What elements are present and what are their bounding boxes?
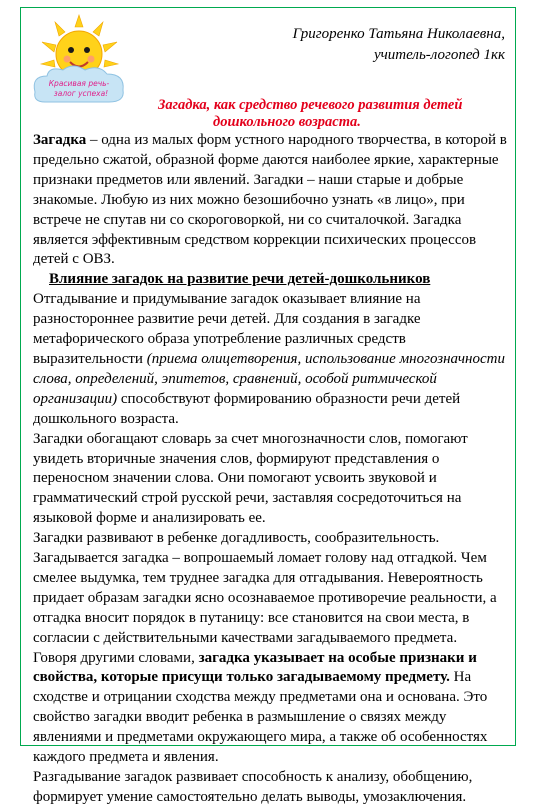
- paragraph-features: [33, 649, 508, 768]
- author-block: [293, 24, 505, 66]
- section-heading: Влияние загадок на развитие речи детей-дошкольников: [49, 271, 431, 288]
- paragraph-vocabulary: Загадки обогащают словарь за счет многозначности слов, помогают увидеть вторичные значения слов, формируют представления о переносном значении слова. Они помогают усвоить звуковой и грамматический строй русской речи, заставляя сосредоточиться на языковой форме и анализировать ее.: [33, 430, 468, 527]
- document-body: [33, 131, 508, 808]
- paragraph-wit: Загадки развивают в ребенке догадливость, сообразительность. Загадывается загадка – вопрошаемый ломает голову над отгадкой. Чем смелее выдумка, тем труднее загадка для отгадывания. Невероятность придает образам загадки ясно осознаваемое противоречие реальности, а отгадка вносит порядок в путаницу: все становится на свои места, в согласии с действительными качествами загадываемого предмета.: [33, 530, 497, 646]
- term-riddle: Загадка: [33, 132, 87, 148]
- features-text-bold: загадка указывает на особые признаки и свойства, которые присущи только загадываемому предмету.: [33, 649, 477, 686]
- influence-text-end: способствуют формированию образности речи детей дошкольного возраста.: [33, 390, 461, 427]
- title-line1: Загадка, как средство речевого развития детей: [158, 97, 463, 113]
- definition-text: – одна из малых форм устного народного творчества, в которой в предельно сжатой, образной форме даются наиболее яркие, характерные признаки предметов или явлений. Загадки – наши старые и добрые знакомые. Любую из них можно безошибочно узнать «в лицо», при встрече не спутав ни со скороговоркой, ни со считалочкой. Загадка является эффективным средством коррекции психических процессов детей с ОВЗ.: [33, 132, 507, 268]
- document-title: [158, 97, 498, 131]
- author-position: учитель-логопед 1кк: [373, 47, 505, 63]
- paragraph-analysis: Разгадывание загадок развивает способность к анализу, обобщению, формирует умение самостоятельно делать выводы, умозаключения.: [33, 769, 473, 805]
- influence-text-start: Отгадывание и придумывание загадок оказывает влияние на разностороннее развитие речи детей. Для создания в загадке метафорического образа употребление различных средств выразительности: [33, 291, 421, 367]
- features-text-end: На сходстве и отрицании сходства между предметами она и основана. Это свойство загадки вводит ребенка в размышление о связях между явлениями и предметами окружающего мира, а также об особенностях каждого предмета и явления.: [33, 669, 488, 766]
- paragraph-influence: [33, 290, 508, 429]
- sun-cloud-logo: [27, 12, 132, 107]
- logo-text-line2: залог успеха!: [53, 89, 109, 98]
- paragraph-definition: [33, 131, 508, 270]
- author-name: Григоренко Татьяна Николаевна,: [292, 26, 505, 42]
- title-line2: дошкольного возраста.: [213, 114, 361, 130]
- features-text-start: Говоря другими словами,: [33, 649, 199, 666]
- influence-text-italic: (приема олицетворения, использование многозначности слова, определений, эпитетов, сравнений, особой ритмической организации): [33, 350, 505, 407]
- logo-text-line1: Красивая речь-: [48, 79, 110, 88]
